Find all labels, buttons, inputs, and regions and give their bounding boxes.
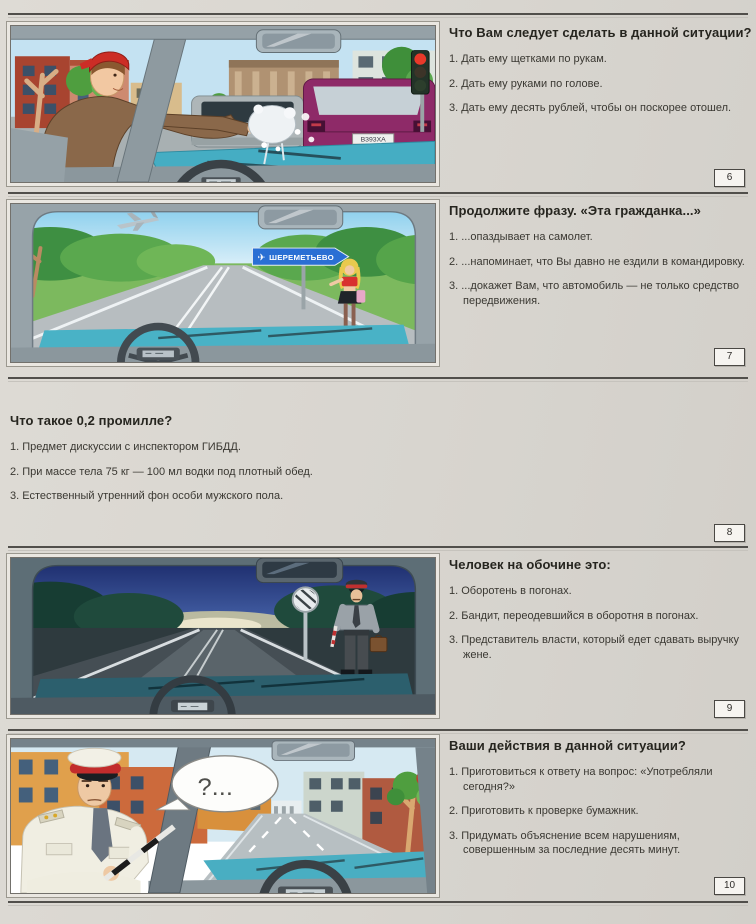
bubble-text: ?... (197, 773, 233, 801)
question-title: Что такое 0,2 промилле? (10, 413, 173, 428)
night-roadside-officer-scene (10, 557, 436, 715)
section-rule (8, 546, 748, 551)
bottom-rule (8, 901, 748, 906)
section-rule (8, 377, 748, 382)
roof-edge (11, 739, 435, 747)
question-title: Что Вам следует сделать в данной ситуации? (449, 25, 752, 40)
answer-option: 2. Приготовить к проверке бумажник. (449, 805, 639, 818)
answer-option: 3. Дать ему десять рублей, чтобы он поскорее отошел. (449, 102, 732, 115)
traffic-inspector-stop-scene (10, 738, 436, 894)
question-8 (10, 413, 590, 514)
pink-bag (356, 290, 365, 302)
question-number-badge: 8 (714, 524, 745, 542)
question-title: Продолжите фразу. «Эта гражданка...» (449, 203, 701, 218)
question-number-badge: 6 (714, 169, 745, 187)
rearview-mirror (256, 558, 342, 583)
answer-option: 3. ...докажет Вам, что автомобиль — не только средство передвижения. (449, 280, 739, 307)
rearview-mirror (256, 30, 340, 53)
rearview-mirror (258, 206, 342, 229)
answer-option: 1. Предмет дискуссии с инспектором ГИБДД. (10, 441, 241, 453)
question-title: Ваши действия в данной ситуации? (449, 738, 686, 753)
window-washer-city-scene (10, 25, 436, 183)
answer-option: 3. Представитель власти, который едет сдавать выручку жене. (449, 634, 739, 661)
illustration-q10 (6, 734, 440, 898)
answer-option: 2. Дать ему руками по голове. (449, 77, 603, 90)
question-number-badge: 9 (714, 700, 745, 718)
answer-option: 2. При массе тела 75 кг — 100 мл водки под плотный обед. (10, 465, 313, 478)
answer-option: 2. Бандит, переодевшийся в оборотня в погонах. (449, 609, 699, 622)
roof-edge (11, 26, 435, 39)
rearview-mirror (272, 741, 354, 761)
answer-option: 1. Оборотень в погонах. (449, 585, 572, 597)
question-number-badge: 7 (714, 348, 745, 366)
answer-option: 3. Естественный утренний фон особи мужского пола. (10, 490, 284, 503)
sign-label: ШЕРЕМЕТЬЕВО (269, 253, 334, 262)
illustration-q9 (6, 553, 440, 719)
question-9 (449, 557, 752, 672)
section-rule (8, 192, 748, 197)
license-plate-text: В393ХА (360, 136, 386, 144)
answer-option: 1. Приготовиться к ответу на вопрос: «Употребляли сегодня?» (449, 766, 713, 793)
answer-option: 2. ...напоминает, что Вы давно не ездили в командировку. (449, 255, 745, 268)
question-title: Человек на обочине это: (449, 557, 611, 572)
briefcase (370, 637, 387, 651)
door-sill (11, 128, 68, 182)
illustration-q7 (6, 199, 440, 367)
answer-option: 1. ...опаздывает на самолет. (449, 231, 593, 243)
airplane-sign-icon: ✈ (257, 252, 266, 264)
question-7 (449, 203, 752, 318)
question-10 (449, 738, 752, 868)
answer-option: 3. Придумать объяснение всем нарушениям, совершенным за последние десять минут. (449, 829, 681, 857)
cap-top (68, 748, 121, 767)
question-number-badge: 10 (714, 877, 745, 895)
question-6 (449, 25, 752, 126)
illustration-q6 (6, 21, 440, 187)
answer-option: 1. Дать ему щетками по рукам. (449, 53, 607, 65)
hitchhiker-airport-road-scene (10, 203, 436, 363)
top-rule (8, 13, 748, 18)
